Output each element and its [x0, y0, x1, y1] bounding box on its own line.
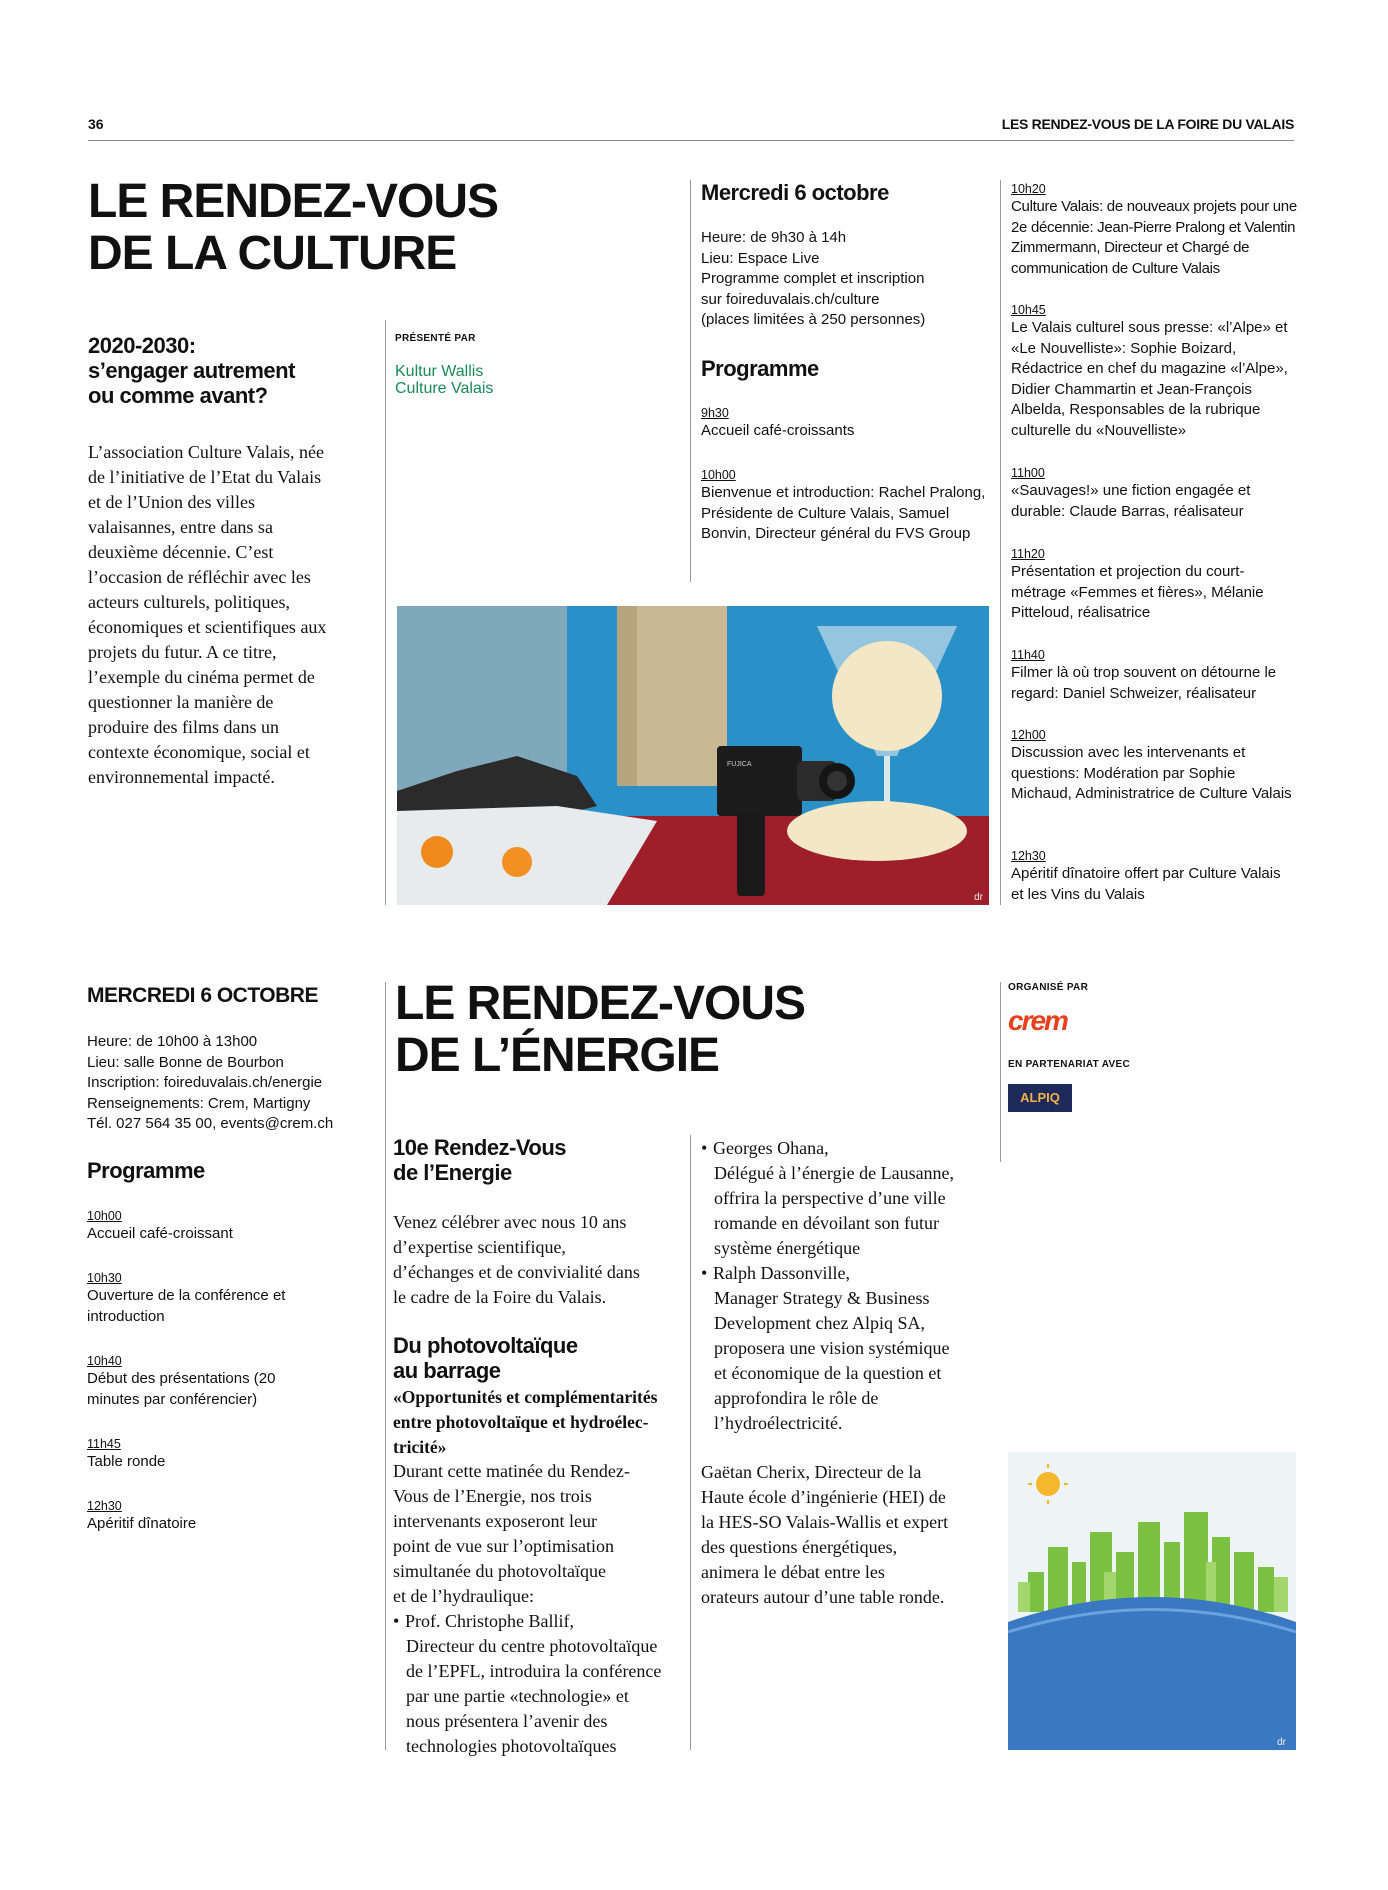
speaker-dassonville: • Ralph Dassonville, Manager Strategy & Business Development chez Alpiq SA, proposera une vision systémique et économique de la question et approfondira le rôle de l’hydroélectricité. [701, 1263, 950, 1433]
alpiq-logo: ALPIQ [1008, 1084, 1072, 1112]
energy-title: LE RENDEZ-VOUS DE L’ÉNERGIE [395, 977, 806, 1082]
culture-program-item-7: 12h00 Discussion avec les intervenants et questions: Modération par Sophie Michaud, Administratrice de Culture Valais [1011, 728, 1292, 802]
crem-logo: crem [1008, 1005, 1067, 1036]
energy-divider-1 [385, 982, 386, 1750]
kultur-wallis-logo: Kultur Wallis Culture Valais [395, 363, 494, 397]
energy-photo-credit: dr [1277, 1737, 1286, 1748]
page-number: 36 [88, 116, 104, 132]
energy-program-item-3: 11h45 Table ronde [87, 1437, 166, 1470]
energy-illustration [1008, 1452, 1296, 1750]
energy-divider-2 [690, 1135, 691, 1750]
culture-photo-credit: dr [974, 892, 983, 903]
speaker-ballif: • Prof. Christophe Ballif, Directeur du centre photovoltaïque de l’EPFL, introduira la conférence par une partie «technologie» et nous présentera l’avenir des technologies photovoltaïques [393, 1611, 662, 1756]
culture-subtitle: 2020-2030: s’engager autrement ou comme avant? [88, 333, 295, 408]
energy-info: Heure: de 10h00 à 13h00 Lieu: salle Bonne de Bourbon Inscription: foireduvalais.ch/energie Renseignements: Crem, Martigny Tél. 027 564 35 00, events@crem.ch [87, 1033, 334, 1132]
culture-program-item-0: 9h30 Accueil café-croissants [701, 406, 855, 439]
culture-program-item-4: 11h00 «Sauvages!» une fiction engagée et durable: Claude Barras, réalisateur [1011, 466, 1251, 520]
energy-divider-3 [1000, 982, 1001, 1162]
header-rule [88, 140, 1294, 141]
presented-by-label: PRÉSENTÉ PAR [395, 333, 476, 344]
energy-subtitle: 10e Rendez-Vous de l’Energie [393, 1135, 567, 1185]
culture-date: Mercredi 6 octobre [701, 180, 889, 205]
energy-intro: Venez célébrer avec nous 10 ans d’expertise scientifique, d’échanges et de convivialité dans le cadre de la Foire du Valais. [393, 1212, 640, 1307]
partner-label: EN PARTENARIAT AVEC [1008, 1059, 1130, 1070]
energy-body: Durant cette matinée du Rendez- Vous de l’Energie, nos trois intervenants exposeront leur point de vue sur l’optimisation simultanée du photovoltaïque et de l’hydraulique: [393, 1461, 630, 1606]
energy-quote: «Opportunités et complémentarités entre photovoltaïque et hydroélec- tricité» [393, 1387, 658, 1457]
culture-program-item-5: 11h20 Présentation et projection du court-métrage «Femmes et fières», Mélanie Pitteloud, réalisatrice [1011, 547, 1264, 621]
culture-program-item-3: 10h45 Le Valais culturel sous presse: «l’Alpe» et «Le Nouvelliste»: Sophie Boizard, Rédactrice en chef du magazine «l’Alpe», Didier Chammartin et Jean-François Albelda, Responsables de la rubrique culturelle du «Nouvelliste» [1011, 303, 1288, 439]
energy-closing: Gaëtan Cherix, Directeur de la Haute école d’ingénierie (HEI) de la HES-SO Valais-Wallis et expert des questions énergétiques, animera le débat entre les orateurs autour d’une table ronde. [701, 1462, 949, 1607]
culture-intro: L’association Culture Valais, née de l’initiative de l’Etat du Valais et de l’Union des villes valaisannes, entre dans sa deuxième décennie. C’est l’occasion de réfléchir avec les acteurs culturels, politiques, économiques et scientifiques aux projets du futur. A ce titre, l’exemple du cinéma permet de questionner la manière de produire des films dans un contexte économique, social et environnemental impacté. [88, 442, 327, 787]
culture-program-item-6: 11h40 Filmer là où trop souvent on détourne le regard: Daniel Schweizer, réalisateur [1011, 648, 1277, 702]
speaker-ohana: • Georges Ohana, Délégué à l’énergie de Lausanne, offrira la perspective d’une ville romande en dévoilant son futur système énergétique [701, 1138, 955, 1258]
culture-divider-2 [690, 180, 691, 582]
energy-program-item-2: 10h40 Début des présentations (20 minutes par conférencier) [87, 1354, 276, 1408]
culture-program-item-8: 12h30 Apéritif dînatoire offert par Culture Valais et les Vins du Valais [1011, 849, 1281, 903]
organised-by-label: ORGANISÉ PAR [1008, 982, 1089, 993]
culture-photo [397, 606, 989, 905]
culture-divider-3 [1000, 180, 1001, 905]
culture-info: Heure: de 9h30 à 14h Lieu: Espace Live Programme complet et inscription sur foireduvalais.ch/culture (places limitées à 250 personnes) [701, 229, 926, 328]
culture-divider-1 [385, 320, 386, 905]
energy-program-item-1: 10h30 Ouverture de la conférence et introduction [87, 1271, 286, 1325]
culture-program-item-1: 10h00 Bienvenue et introduction: Rachel Pralong, Présidente de Culture Valais, Samuel Bonvin, Directeur général du FVS Group [701, 468, 986, 542]
culture-programme-label: Programme [701, 356, 819, 381]
culture-title: LE RENDEZ-VOUS DE LA CULTURE [88, 175, 499, 280]
energy-subheading: Du photovoltaïque au barrage [393, 1333, 578, 1383]
energy-program-item-4: 12h30 Apéritif dînatoire [87, 1499, 197, 1532]
energy-date: MERCREDI 6 OCTOBRE [87, 984, 318, 1007]
section-title: LES RENDEZ-VOUS DE LA FOIRE DU VALAIS [1001, 116, 1294, 132]
culture-program-item-2: 10h20 Culture Valais: de nouveaux projets pour une 2e décennie: Jean-Pierre Pralong et Valentin Zimmermann, Directeur et Chargé de communication de Culture Valais [1011, 182, 1297, 277]
energy-programme-label: Programme [87, 1158, 205, 1183]
energy-program-item-0: 10h00 Accueil café-croissant [87, 1209, 233, 1242]
svg-text:FUJICA: FUJICA [727, 761, 752, 768]
